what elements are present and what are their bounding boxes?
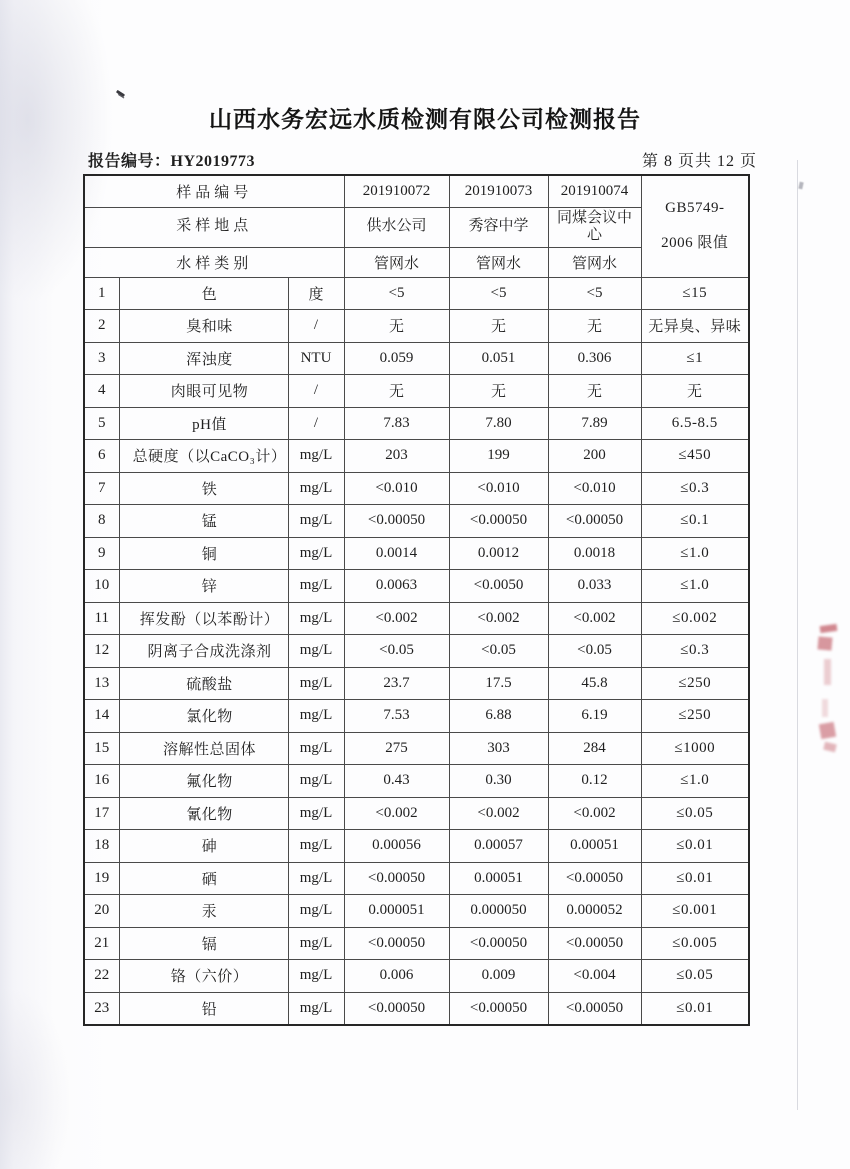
limit-value: ≤0.01: [641, 992, 749, 1025]
report-number: 报告编号：HY2019773: [88, 153, 256, 170]
sample3-value: <0.00050: [548, 927, 641, 960]
sample-type-2: 管网水: [449, 247, 548, 277]
sample1-value: <0.002: [344, 602, 449, 635]
sample2-value: 0.051: [449, 342, 548, 375]
limit-value: ≤0.1: [641, 505, 749, 538]
row-number: 12: [84, 635, 119, 668]
row-number: 9: [84, 537, 119, 570]
limit-value: ≤0.05: [641, 960, 749, 993]
table-row: [84, 440, 749, 473]
sample3-value: 0.00051: [548, 830, 641, 863]
sample3-value: 无: [548, 375, 641, 408]
limit-value: ≤1.0: [641, 570, 749, 603]
sample3-value: <0.00050: [548, 992, 641, 1025]
limit-standard-line1: GB5749-: [665, 200, 725, 217]
sample2-value: <0.00050: [449, 927, 548, 960]
row-number: 2: [84, 310, 119, 343]
sample3-value: <0.05: [548, 635, 641, 668]
sample-type-1: 管网水: [344, 247, 449, 277]
sample1-value: 203: [344, 440, 449, 473]
parameter-name: 肉眼可见物: [119, 375, 288, 408]
location-2: 秀容中学: [449, 207, 548, 247]
report-meta: [88, 148, 757, 171]
unit-value: mg/L: [288, 537, 344, 570]
limit-value: ≤0.01: [641, 830, 749, 863]
report-title: 山西水务宏远水质检测有限公司检测报告: [209, 106, 641, 132]
limit-standard-header: [641, 175, 749, 277]
parameter-name: 浑浊度: [119, 342, 288, 375]
parameter-name: 氟化物: [119, 765, 288, 798]
table-row: [84, 602, 749, 635]
row-number: 4: [84, 375, 119, 408]
sample1-value: <0.00050: [344, 505, 449, 538]
sample2-value: 7.80: [449, 407, 548, 440]
limit-value: ≤0.3: [641, 635, 749, 668]
row-number: 11: [84, 602, 119, 635]
sample3-value: <0.002: [548, 602, 641, 635]
row-number: 10: [84, 570, 119, 603]
table-row: [84, 992, 749, 1025]
sample-id-label: 样品编号: [84, 175, 344, 207]
sample-id-2: 201910073: [449, 175, 548, 207]
sample3-value: <0.00050: [548, 862, 641, 895]
limit-value: ≤1.0: [641, 765, 749, 798]
water-quality-results-table: [83, 174, 750, 1026]
sample3-value: 7.89: [548, 407, 641, 440]
row-number: 5: [84, 407, 119, 440]
parameter-name: 铬（六价）: [119, 960, 288, 993]
sample1-value: 0.00056: [344, 830, 449, 863]
table-row: [84, 407, 749, 440]
sample1-value: 275: [344, 732, 449, 765]
location-3: 同煤会议中心: [548, 207, 641, 247]
header-row-sample-id: [84, 175, 749, 207]
sample1-value: 无: [344, 375, 449, 408]
unit-value: /: [288, 407, 344, 440]
parameter-name: 氰化物: [119, 797, 288, 830]
sample2-value: 0.30: [449, 765, 548, 798]
unit-value: mg/L: [288, 895, 344, 928]
scan-pen-mark: [116, 90, 125, 97]
unit-value: mg/L: [288, 472, 344, 505]
limit-value: ≤0.05: [641, 797, 749, 830]
parameter-name: 铜: [119, 537, 288, 570]
unit-value: mg/L: [288, 732, 344, 765]
table-row: [84, 537, 749, 570]
limit-value: ≤0.005: [641, 927, 749, 960]
sample2-value: <0.00050: [449, 992, 548, 1025]
unit-value: 度: [288, 277, 344, 310]
row-number: 19: [84, 862, 119, 895]
table-row: [84, 732, 749, 765]
sample2-value: <0.00050: [449, 505, 548, 538]
unit-value: mg/L: [288, 992, 344, 1025]
sample-id-1: 201910072: [344, 175, 449, 207]
row-number: 13: [84, 667, 119, 700]
sample3-value: <5: [548, 277, 641, 310]
table-row: [84, 830, 749, 863]
sample3-value: 284: [548, 732, 641, 765]
limit-value: ≤0.3: [641, 472, 749, 505]
sample1-value: 0.0014: [344, 537, 449, 570]
sample-type-label: 水样类别: [84, 247, 344, 277]
row-number: 3: [84, 342, 119, 375]
row-number: 7: [84, 472, 119, 505]
table-row: [84, 862, 749, 895]
sample1-value: <0.002: [344, 797, 449, 830]
sample3-value: <0.002: [548, 797, 641, 830]
sample2-value: <0.002: [449, 797, 548, 830]
scan-paper-crease: [797, 160, 798, 1110]
unit-value: mg/L: [288, 862, 344, 895]
row-number: 16: [84, 765, 119, 798]
sample3-value: 0.0018: [548, 537, 641, 570]
parameter-name: 汞: [119, 895, 288, 928]
limit-value: ≤250: [641, 667, 749, 700]
table-row: [84, 342, 749, 375]
row-number: 6: [84, 440, 119, 473]
limit-value: ≤250: [641, 700, 749, 733]
sample3-value: <0.00050: [548, 505, 641, 538]
table-row: [84, 472, 749, 505]
unit-value: mg/L: [288, 960, 344, 993]
unit-value: mg/L: [288, 635, 344, 668]
parameter-name: 氯化物: [119, 700, 288, 733]
table-row: [84, 667, 749, 700]
sample2-value: 无: [449, 375, 548, 408]
sample2-value: 0.00051: [449, 862, 548, 895]
row-number: 18: [84, 830, 119, 863]
table-row: [84, 570, 749, 603]
parameter-name: 溶解性总固体: [119, 732, 288, 765]
unit-value: NTU: [288, 342, 344, 375]
location-1: 供水公司: [344, 207, 449, 247]
limit-value: 6.5-8.5: [641, 407, 749, 440]
sample1-value: <0.05: [344, 635, 449, 668]
table-row: [84, 797, 749, 830]
table-row: [84, 635, 749, 668]
limit-standard-line2: 2006 限值: [661, 235, 729, 252]
table-row: [84, 765, 749, 798]
sample2-value: 303: [449, 732, 548, 765]
sample2-value: <5: [449, 277, 548, 310]
table-row: [84, 375, 749, 408]
row-number: 17: [84, 797, 119, 830]
sample1-value: <0.00050: [344, 862, 449, 895]
sample3-value: 0.033: [548, 570, 641, 603]
table-row: [84, 960, 749, 993]
parameter-name: 砷: [119, 830, 288, 863]
table-row: [84, 700, 749, 733]
red-stamp-fragment: [812, 615, 846, 785]
sample2-value: 无: [449, 310, 548, 343]
sample1-value: 7.53: [344, 700, 449, 733]
sample3-value: 0.000052: [548, 895, 641, 928]
sample2-value: 0.00057: [449, 830, 548, 863]
row-number: 14: [84, 700, 119, 733]
table-row: [84, 310, 749, 343]
sample1-value: <0.010: [344, 472, 449, 505]
table-row: [84, 277, 749, 310]
parameter-name: 硒: [119, 862, 288, 895]
sample2-value: <0.002: [449, 602, 548, 635]
sample1-value: <0.00050: [344, 992, 449, 1025]
table-row: [84, 895, 749, 928]
row-number: 22: [84, 960, 119, 993]
limit-value: ≤0.01: [641, 862, 749, 895]
sample1-value: <5: [344, 277, 449, 310]
parameter-name: 锰: [119, 505, 288, 538]
limit-value: ≤15: [641, 277, 749, 310]
table-row: [84, 927, 749, 960]
limit-value: ≤1000: [641, 732, 749, 765]
sample3-value: 0.306: [548, 342, 641, 375]
sample2-value: <0.010: [449, 472, 548, 505]
sample3-value: 无: [548, 310, 641, 343]
sample1-value: 0.059: [344, 342, 449, 375]
sample-type-3: 管网水: [548, 247, 641, 277]
unit-value: mg/L: [288, 765, 344, 798]
sample2-value: 0.0012: [449, 537, 548, 570]
sample1-value: 无: [344, 310, 449, 343]
limit-value: 无: [641, 375, 749, 408]
unit-value: mg/L: [288, 570, 344, 603]
row-number: 21: [84, 927, 119, 960]
parameter-name: 挥发酚（以苯酚计）: [119, 602, 288, 635]
sample3-value: 0.12: [548, 765, 641, 798]
parameter-name: 总硬度（以CaCO₃计）: [119, 440, 288, 473]
unit-value: mg/L: [288, 830, 344, 863]
sample2-value: 6.88: [449, 700, 548, 733]
sample1-value: 7.83: [344, 407, 449, 440]
limit-value: ≤0.001: [641, 895, 749, 928]
parameter-name: 铁: [119, 472, 288, 505]
row-number: 15: [84, 732, 119, 765]
sample3-value: <0.004: [548, 960, 641, 993]
parameter-name: 硫酸盐: [119, 667, 288, 700]
parameter-name: 锌: [119, 570, 288, 603]
sample3-value: 45.8: [548, 667, 641, 700]
parameter-name: 铅: [119, 992, 288, 1025]
sample2-value: 199: [449, 440, 548, 473]
sample1-value: 23.7: [344, 667, 449, 700]
sample3-value: <0.010: [548, 472, 641, 505]
scan-speck: [798, 182, 803, 190]
parameter-name: pH值: [119, 407, 288, 440]
row-number: 23: [84, 992, 119, 1025]
sample1-value: <0.00050: [344, 927, 449, 960]
limit-value: 无异臭、异味: [641, 310, 749, 343]
row-number: 20: [84, 895, 119, 928]
parameter-name: 镉: [119, 927, 288, 960]
unit-value: /: [288, 375, 344, 408]
parameter-name: 阴离子合成洗涤剂: [119, 635, 288, 668]
sample2-value: 0.009: [449, 960, 548, 993]
unit-value: mg/L: [288, 700, 344, 733]
unit-value: mg/L: [288, 927, 344, 960]
sample1-value: 0.000051: [344, 895, 449, 928]
unit-value: mg/L: [288, 797, 344, 830]
sample-id-3: 201910074: [548, 175, 641, 207]
sample2-value: <0.05: [449, 635, 548, 668]
sample3-value: 200: [548, 440, 641, 473]
limit-value: ≤1.0: [641, 537, 749, 570]
location-label: 采样地点: [84, 207, 344, 247]
sample1-value: 0.006: [344, 960, 449, 993]
table-row: [84, 505, 749, 538]
row-number: 8: [84, 505, 119, 538]
sample1-value: 0.43: [344, 765, 449, 798]
parameter-name: 臭和味: [119, 310, 288, 343]
unit-value: mg/L: [288, 667, 344, 700]
unit-value: mg/L: [288, 505, 344, 538]
limit-value: ≤1: [641, 342, 749, 375]
row-number: 1: [84, 277, 119, 310]
parameter-name: 色: [119, 277, 288, 310]
unit-value: /: [288, 310, 344, 343]
limit-value: ≤450: [641, 440, 749, 473]
sample2-value: <0.0050: [449, 570, 548, 603]
unit-value: mg/L: [288, 602, 344, 635]
sample2-value: 17.5: [449, 667, 548, 700]
page-indicator: 第 8 页共 12 页: [641, 153, 757, 170]
sample1-value: 0.0063: [344, 570, 449, 603]
unit-value: mg/L: [288, 440, 344, 473]
limit-value: ≤0.002: [641, 602, 749, 635]
sample3-value: 6.19: [548, 700, 641, 733]
sample2-value: 0.000050: [449, 895, 548, 928]
